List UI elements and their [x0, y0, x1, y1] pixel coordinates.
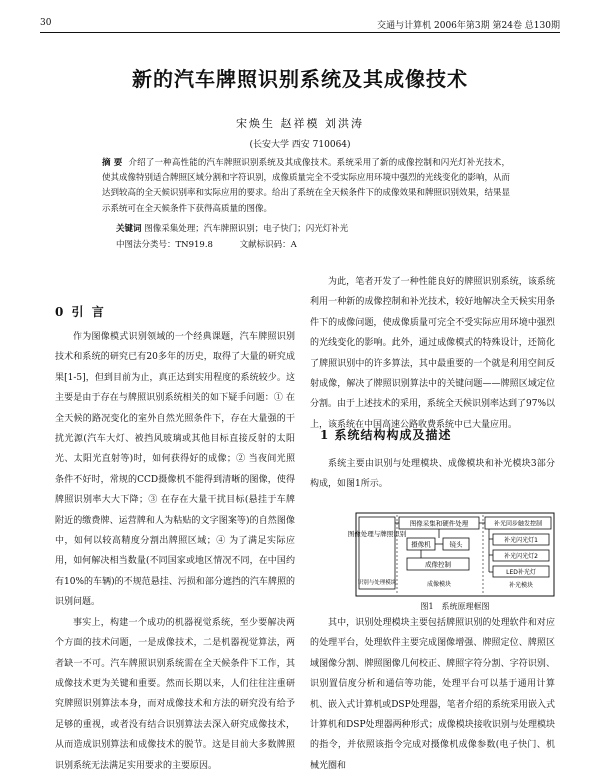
diagram-label-recognition: 图像处理与牌照识别 [347, 530, 407, 538]
right-paragraph-2: 系统主要由识别与处理模块、成像模块和补光模块3部分构成，如图1所示。 [310, 459, 555, 490]
right-column-bottom [310, 613, 555, 776]
diagram-label-lens: 镜头 [449, 540, 463, 549]
page-number: 30 [40, 18, 52, 28]
diagram-label-flash2: 补光闪光灯2 [504, 553, 538, 560]
diagram-label-capture: 图像采集和硬件处理 [409, 519, 469, 528]
intro-paragraph-1: 作为图像模式识别领域的一个经典课题，汽车牌照识别技术和系统的研究已有20多年的历史，取得了大量的研究成果[1-5]，但到目前为止，真正达到实用程度的系统较少。这主要是由于存在与牌照识别系统相关的如下疑手问题：① 在全天候的路况变化的室外自然光照条件下，存在大量强的干扰光源(汽车大灯、被挡风玻璃或其他目标直接反射的太阳光、太阳光直射等)时，如何获得好的成像；② 当夜间光照条件不好时，常规的CCD摄像机不能得到清晰的图像，使得牌照识别率大大下降；③ 在存在大量干扰目标(悬挂于车牌附近的缴费牌、运营牌和人为粘贴的文字图案等)的自然图像中，如何以较高精度分割出牌照区域；④ 为了满足实际应用，如何解决相当数量(不同国家或地区情况不同，在中国约有10%的车辆)的不规范悬挂、污损和部分遮挡的汽车牌照的识别问题。 [55, 332, 295, 608]
affiliation: (长安大学 西安 710064) [249, 140, 351, 150]
abstract-text: 介绍了一种高性能的汽车牌照识别系统及其成像技术。系统采用了新的成像控制和闪光灯补光技术，使其成像特别适合牌照区域分割和字符识别，成像质量完全不受实际应用环境中强烈的光线变化的影响，从而达到较高的全天候识别率和实际应用的要求。给出了系统在全天候条件下的成像效果和牌照识别效果，结果显示系统可在全天候条件下获得高质量的图像。 [102, 158, 511, 214]
diagram-label-exposure: 成像控制 [425, 560, 451, 569]
right-column-top [310, 272, 555, 435]
diagram-label-camera: 摄像机 [411, 540, 431, 549]
left-column [55, 302, 295, 776]
keywords-text: 图像采集处理；汽车牌照识别；电子快门；闪光灯补光 [144, 224, 349, 234]
system-block-diagram [347, 512, 555, 597]
doc-code: 文献标识码：A [239, 240, 297, 250]
right-paragraph-1: 为此，笔者开发了一种性能良好的牌照识别系统，该系统利用一种新的成像控制和补光技术，较好地解决全天候实用条件下的成像问题，使成像质量可完全不受实际应用环境中强烈的光线变化的影响。此外，通过成像模式的特殊设计，还简化了牌照识别中的许多算法，其中最重要的一个就是利用空间反射成像，解决了牌照识别算法中的关键问题——牌照区域定位分割。由于上述技术的采用，系统全天候识别率达到了97%以上，该系统在中国高速公路收费系统中已大量应用。 [310, 277, 556, 430]
abstract [102, 156, 510, 217]
figure-number: 图1 [420, 602, 434, 611]
authors: 宋焕生 赵祥模 刘洪涛 [236, 117, 364, 130]
keywords-label: 关键词 [116, 224, 142, 234]
figure-caption-text: 系统原理框图 [441, 602, 490, 611]
header-rule [40, 32, 560, 33]
journal-info: 交通与计算机 2006年第3期 第24卷 总130期 [377, 21, 560, 31]
keywords [116, 222, 348, 234]
diagram-label-recognition-module: 识别与处理模块 [357, 580, 397, 586]
abstract-label: 摘 要 [102, 158, 123, 168]
recognition-module-box [359, 517, 395, 589]
classification [116, 238, 321, 250]
section-heading-introduction: 0 引 言 [55, 305, 106, 319]
figure-caption [355, 601, 555, 612]
running-header [40, 18, 560, 32]
diagram-label-sync: 补光同步触发控制 [493, 520, 543, 528]
section-heading-structure: 1 系统结构构成及描述 [320, 428, 452, 442]
clc-number: 中图法分类号：TN919.8 [116, 240, 213, 250]
right-paragraph-3: 其中，识别处理模块主要包括牌照识别的处理软件和对应的处理平台，处理软件主要完成图像增强、牌照定位、牌照区域图像分割、牌照图像几何校正、牌照字符分割、字符识别、识别置信度分析和通信等功能，处理平台可以基于通用计算机、嵌入式计算机或DSP处理器，笔者介绍的系统采用嵌入式计算机和DSP处理器两种形式；成像模块接收识别与处理模块的指令，并依照该指令完成对摄像机成像参数(电子快门、机械光圈和 [310, 618, 555, 771]
diagram-label-led: LED补光灯 [506, 569, 536, 576]
paper-title: 新的汽车牌照识别系统及其成像技术 [132, 67, 468, 91]
intro-paragraph-2: 事实上，构建一个成功的机器视觉系统，至少要解决两个方面的技术问题，一是成像技术，二是机器视觉算法，两者缺一不可。汽车牌照识别系统需在全天候条件下工作，其成像技术更为关键和重要。然而长期以来，人们往往注重研究牌照识别算法本身，而对成像技术和方法的研究没有给予足够的重视，或者没有结合识别算法去深入研究成像技术，从而造成识别算法和成像技术的脱节。这是目前大多数牌照识别系统无法满足实用要求的主要原因。 [55, 617, 295, 771]
diagram-label-flash1: 补光闪光灯1 [504, 537, 538, 544]
diagram-label-fill-module: 补光模块 [508, 582, 534, 589]
right-column-mid [310, 454, 555, 495]
diagram-label-imaging-module: 成像模块 [426, 581, 452, 588]
